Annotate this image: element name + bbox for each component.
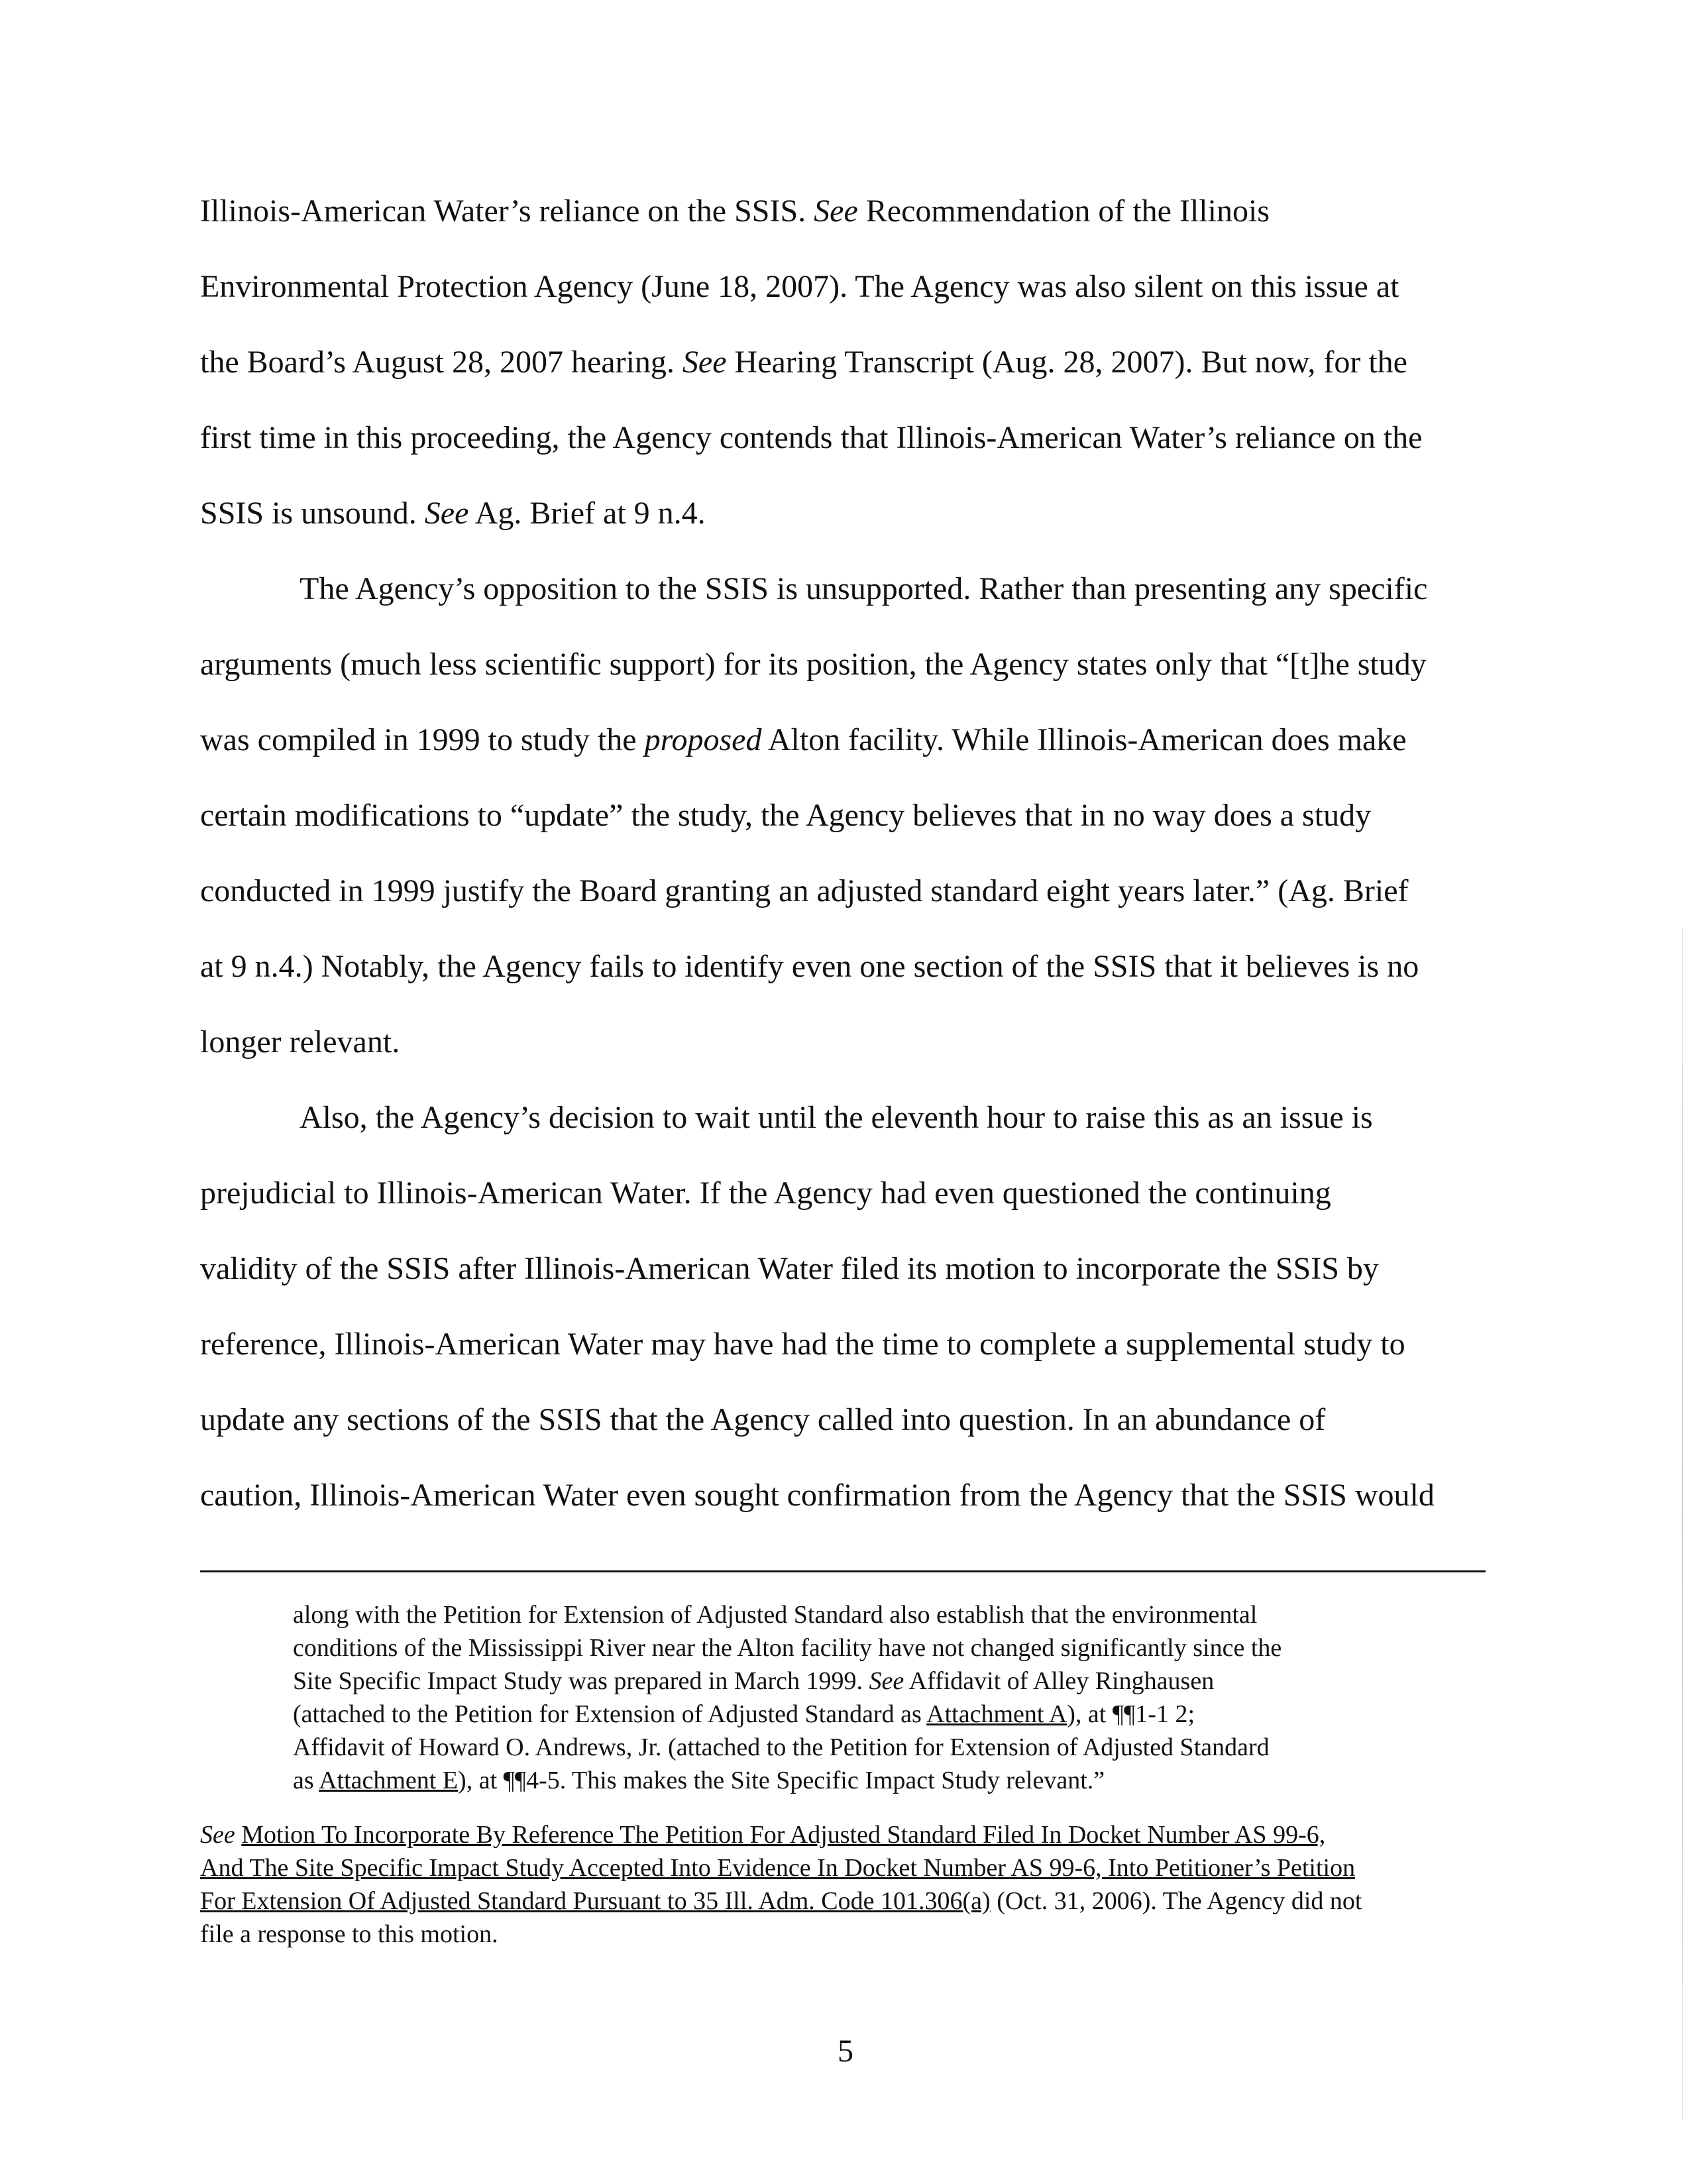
footnote-line: conditions of the Mississippi River near the Alton facility have not changed significantly since the [293,1634,1282,1662]
citation-line: See Motion To Incorporate By Reference The Petition For Adjusted Standard Filed In Docket Number AS 99-6, [200,1821,1326,1849]
footnote-separator [200,1570,1486,1572]
footnote-line: Site Specific Impact Study was prepared in March 1999. See Affidavit of Alley Ringhausen [293,1667,1215,1695]
paragraph-start-line: The Agency’s opposition to the SSIS is unsupported. Rather than presenting any specific [300,571,1428,606]
body-line: first time in this proceeding, the Agency contends that Illinois-American Water’s reliance on the [200,420,1423,455]
motion-title: And The Site Specific Impact Study Accepted Into Evidence In Docket Number AS 99-6, Into Petitioner’s Petition [200,1854,1356,1882]
paragraph-start-line: Also, the Agency’s decision to wait until the eleventh hour to raise this as an issue is [300,1100,1373,1135]
body-line: longer relevant. [200,1024,400,1060]
body-line: arguments (much less scientific support) for its position, the Agency states only that “[t]he study [200,647,1427,682]
body-line: SSIS is unsound. See Ag. Brief at 9 n.4. [200,496,706,531]
body-line: caution, Illinois-American Water even sought confirmation from the Agency that the SSIS would [200,1478,1435,1513]
footnote-line: Affidavit of Howard O. Andrews, Jr. (attached to the Petition for Extension of Adjusted Standard [293,1733,1270,1761]
motion-title: Motion To Incorporate By Reference The Petition For Adjusted Standard Filed In Docket Number AS 99-6, [241,1821,1326,1849]
body-line: the Board’s August 28, 2007 hearing. See Hearing Transcript (Aug. 28, 2007). But now, for the [200,345,1407,380]
citation-line [200,1851,1486,1884]
attachment-e-reference: Attachment E [319,1767,459,1794]
page-number: 5 [838,2034,853,2069]
footnote-line: as Attachment E), at ¶¶4-5. This makes the Site Specific Impact Study relevant.” [293,1767,1105,1794]
footnote-line: along with the Petition for Extension of Adjusted Standard also establish that the environmental [293,1601,1258,1629]
body-line: certain modifications to “update” the study, the Agency believes that in no way does a study [200,798,1372,833]
body-line: update any sections of the SSIS that the Agency called into question. In an abundance of [200,1402,1326,1437]
body-line: prejudicial to Illinois-American Water. If the Agency had even questioned the continuing [200,1175,1331,1211]
scan-edge-shadow [1682,928,1683,2120]
motion-title: For Extension Of Adjusted Standard Pursuant to 35 Ill. Adm. Code 101.306(a) [200,1887,991,1915]
citation-line: For Extension Of Adjusted Standard Pursuant to 35 Ill. Adm. Code 101.306(a) (Oct. 31, 2006). The Agency did not [200,1887,1362,1915]
body-line: Illinois-American Water’s reliance on the SSIS. See Recommendation of the Illinois [200,193,1270,229]
citation-line: file a response to this motion. [200,1920,498,1948]
footnote-line: (attached to the Petition for Extension of Adjusted Standard as Attachment A), at ¶¶1-1 2; [293,1700,1195,1728]
body-line: validity of the SSIS after Illinois-American Water filed its motion to incorporate the SSIS by [200,1251,1379,1286]
body-line: conducted in 1999 justify the Board granting an adjusted standard eight years later.” (Ag. Brief [200,873,1409,908]
footnote-citation [200,1818,1486,1951]
body-text [200,174,1486,1533]
body-line: at 9 n.4.) Notably, the Agency fails to identify even one section of the SSIS that it believes is no [200,949,1419,984]
body-line: was compiled in 1999 to study the proposed Alton facility. While Illinois-American does make [200,722,1407,757]
body-line: reference, Illinois-American Water may have had the time to complete a supplemental study to [200,1327,1405,1362]
attachment-a-reference: Attachment A [926,1700,1067,1728]
body-line: Environmental Protection Agency (June 18, 2007). The Agency was also silent on this issue at [200,269,1399,304]
footnote-quote [293,1598,1433,1797]
